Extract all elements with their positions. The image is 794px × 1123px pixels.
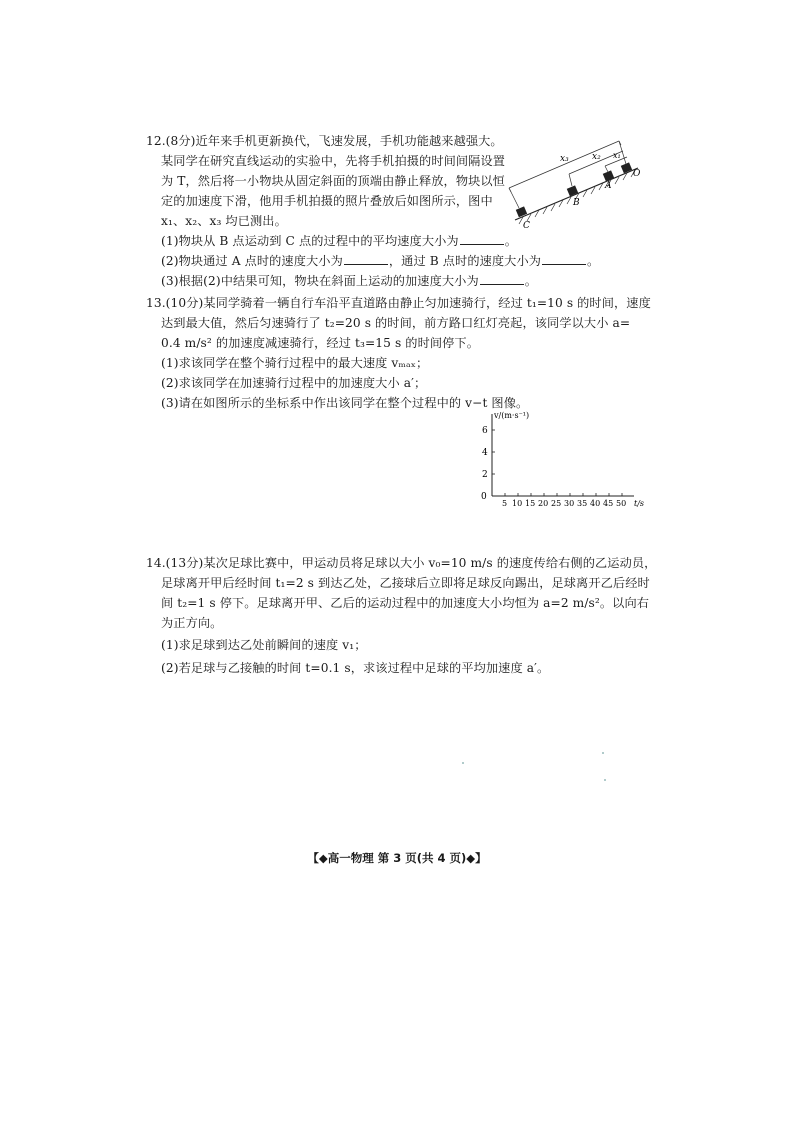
q13-line-6: (3)请在如图所示的坐标系中作出该同学在整个过程中的 v−t 图像。: [161, 396, 529, 410]
answer-blank-4[interactable]: [480, 273, 524, 285]
y-tick-label: 4: [482, 448, 488, 458]
q12-sub-2: [161, 253, 599, 269]
q12-sub3-text: (3)根据(2)中结果可知，物块在斜面上运动的加速度大小为: [161, 274, 479, 288]
x-tick-label: 35: [577, 499, 588, 508]
y-tick-label: 6: [482, 426, 488, 436]
label-c: C: [523, 221, 530, 231]
q14-line-3: 间 t₂=1 s 停下。足球离开甲、乙后的运动过程中的加速度大小均恒为 a=2 m/s²。以向右: [161, 596, 650, 610]
q12-line-3: 为 T，然后将一小物块从固定斜面的顶端由静止释放，物块以恒: [161, 174, 505, 188]
q14-line-1: 14.(13分)某次足球比赛中，甲运动员将足球以大小 v₀=10 m/s 的速度传给右侧的乙运动员，: [146, 556, 657, 570]
q13-line-3: 0.4 m/s² 的加速度减速骑行，经过 t₃=15 s 的时间停下。: [161, 336, 479, 350]
x-tick-label: 50: [616, 499, 627, 508]
scan-speck: [462, 762, 464, 764]
q14-line-6: (2)若足球与乙接触的时间 t=0.1 s，求该过程中足球的平均加速度 a′。: [161, 661, 550, 675]
q13-line-1: 13.(10分)某同学骑着一辆自行车沿平直道路由静止匀加速骑行，经过 t₁=10 s 的时间，速度: [146, 296, 651, 310]
q14-line-2: 足球离开甲后经时间 t₁=2 s 到达乙处，乙接球后立即将足球反向踢出，足球离开乙后经时: [161, 576, 650, 590]
x-axis-label: t/s: [634, 499, 645, 508]
scan-speck: [602, 752, 604, 754]
x-tick-label: 25: [551, 499, 562, 508]
vt-coordinate-grid[interactable]: [470, 408, 660, 510]
q12-sub2-a: (2)物块通过 A 点时的速度大小为: [161, 254, 343, 268]
x-tick-label: 5: [502, 499, 508, 508]
label-b: B: [573, 198, 580, 208]
x-tick-label: 45: [603, 499, 614, 508]
label-a: A: [605, 181, 612, 191]
y-tick-label: 2: [482, 470, 488, 480]
answer-blank-2[interactable]: [344, 253, 388, 265]
y-axis-label: v/(m·s⁻¹): [494, 411, 530, 420]
label-x2: x₂: [592, 152, 601, 162]
label-x3: x₃: [560, 154, 569, 164]
q14-line-5: (1)求足球到达乙处前瞬间的速度 v₁；: [161, 638, 367, 652]
x-tick-label: 20: [538, 499, 549, 508]
q13-line-2: 达到最大值，然后匀速骑行了 t₂=20 s 的时间，前方路口红灯亮起，该同学以大小 a=: [161, 316, 631, 330]
x-tick-label: 10: [512, 499, 523, 508]
label-x1: x₁: [613, 151, 621, 160]
scan-speck: [604, 779, 606, 781]
x-tick-label: 40: [590, 499, 601, 508]
answer-blank-1[interactable]: [460, 233, 504, 245]
q12-sub2-end: 。: [587, 254, 600, 268]
x-tick-label: 30: [564, 499, 575, 508]
q12-line-5: x₁、x₂、x₃ 均已测出。: [161, 214, 287, 228]
q13-line-4: (1)求该同学在整个骑行过程中的最大速度 vₘₐₓ；: [161, 356, 429, 370]
q12-sub3-end: 。: [524, 274, 538, 288]
q12-sub-3: [161, 273, 537, 289]
q12-line-1: 12.(8分)近年来手机更新换代，飞速发展，手机功能越来越强大。: [146, 134, 503, 148]
origin-label: 0: [481, 492, 487, 502]
q12-sub1-text: (1)物块从 B 点运动到 C 点的过程中的平均速度大小为: [161, 234, 459, 248]
q12-line-4: 定的加速度下滑，他用手机拍摄的照片叠放后如图所示，图中: [161, 194, 493, 208]
block-a: [603, 170, 614, 181]
label-o: O: [633, 169, 641, 179]
x-tick-label: 15: [525, 499, 536, 508]
q12-sub1-end: 。: [504, 234, 517, 248]
page-footer: 【◆高一物理 第 3 页(共 4 页)◆】: [307, 851, 487, 865]
answer-blank-3[interactable]: [542, 253, 586, 265]
q13-line-5: (2)求该同学在加速骑行过程中的加速度大小 a′；: [161, 376, 427, 390]
q12-sub2-b: ，通过 B 点时的速度大小为: [388, 254, 542, 268]
q12-line-2: 某同学在研究直线运动的实验中，先将手机拍摄的时间间隔设置: [161, 154, 506, 168]
incline-diagram: [505, 128, 650, 233]
q14-line-4: 为正方向。: [161, 616, 223, 630]
q12-sub-1: [161, 233, 517, 249]
